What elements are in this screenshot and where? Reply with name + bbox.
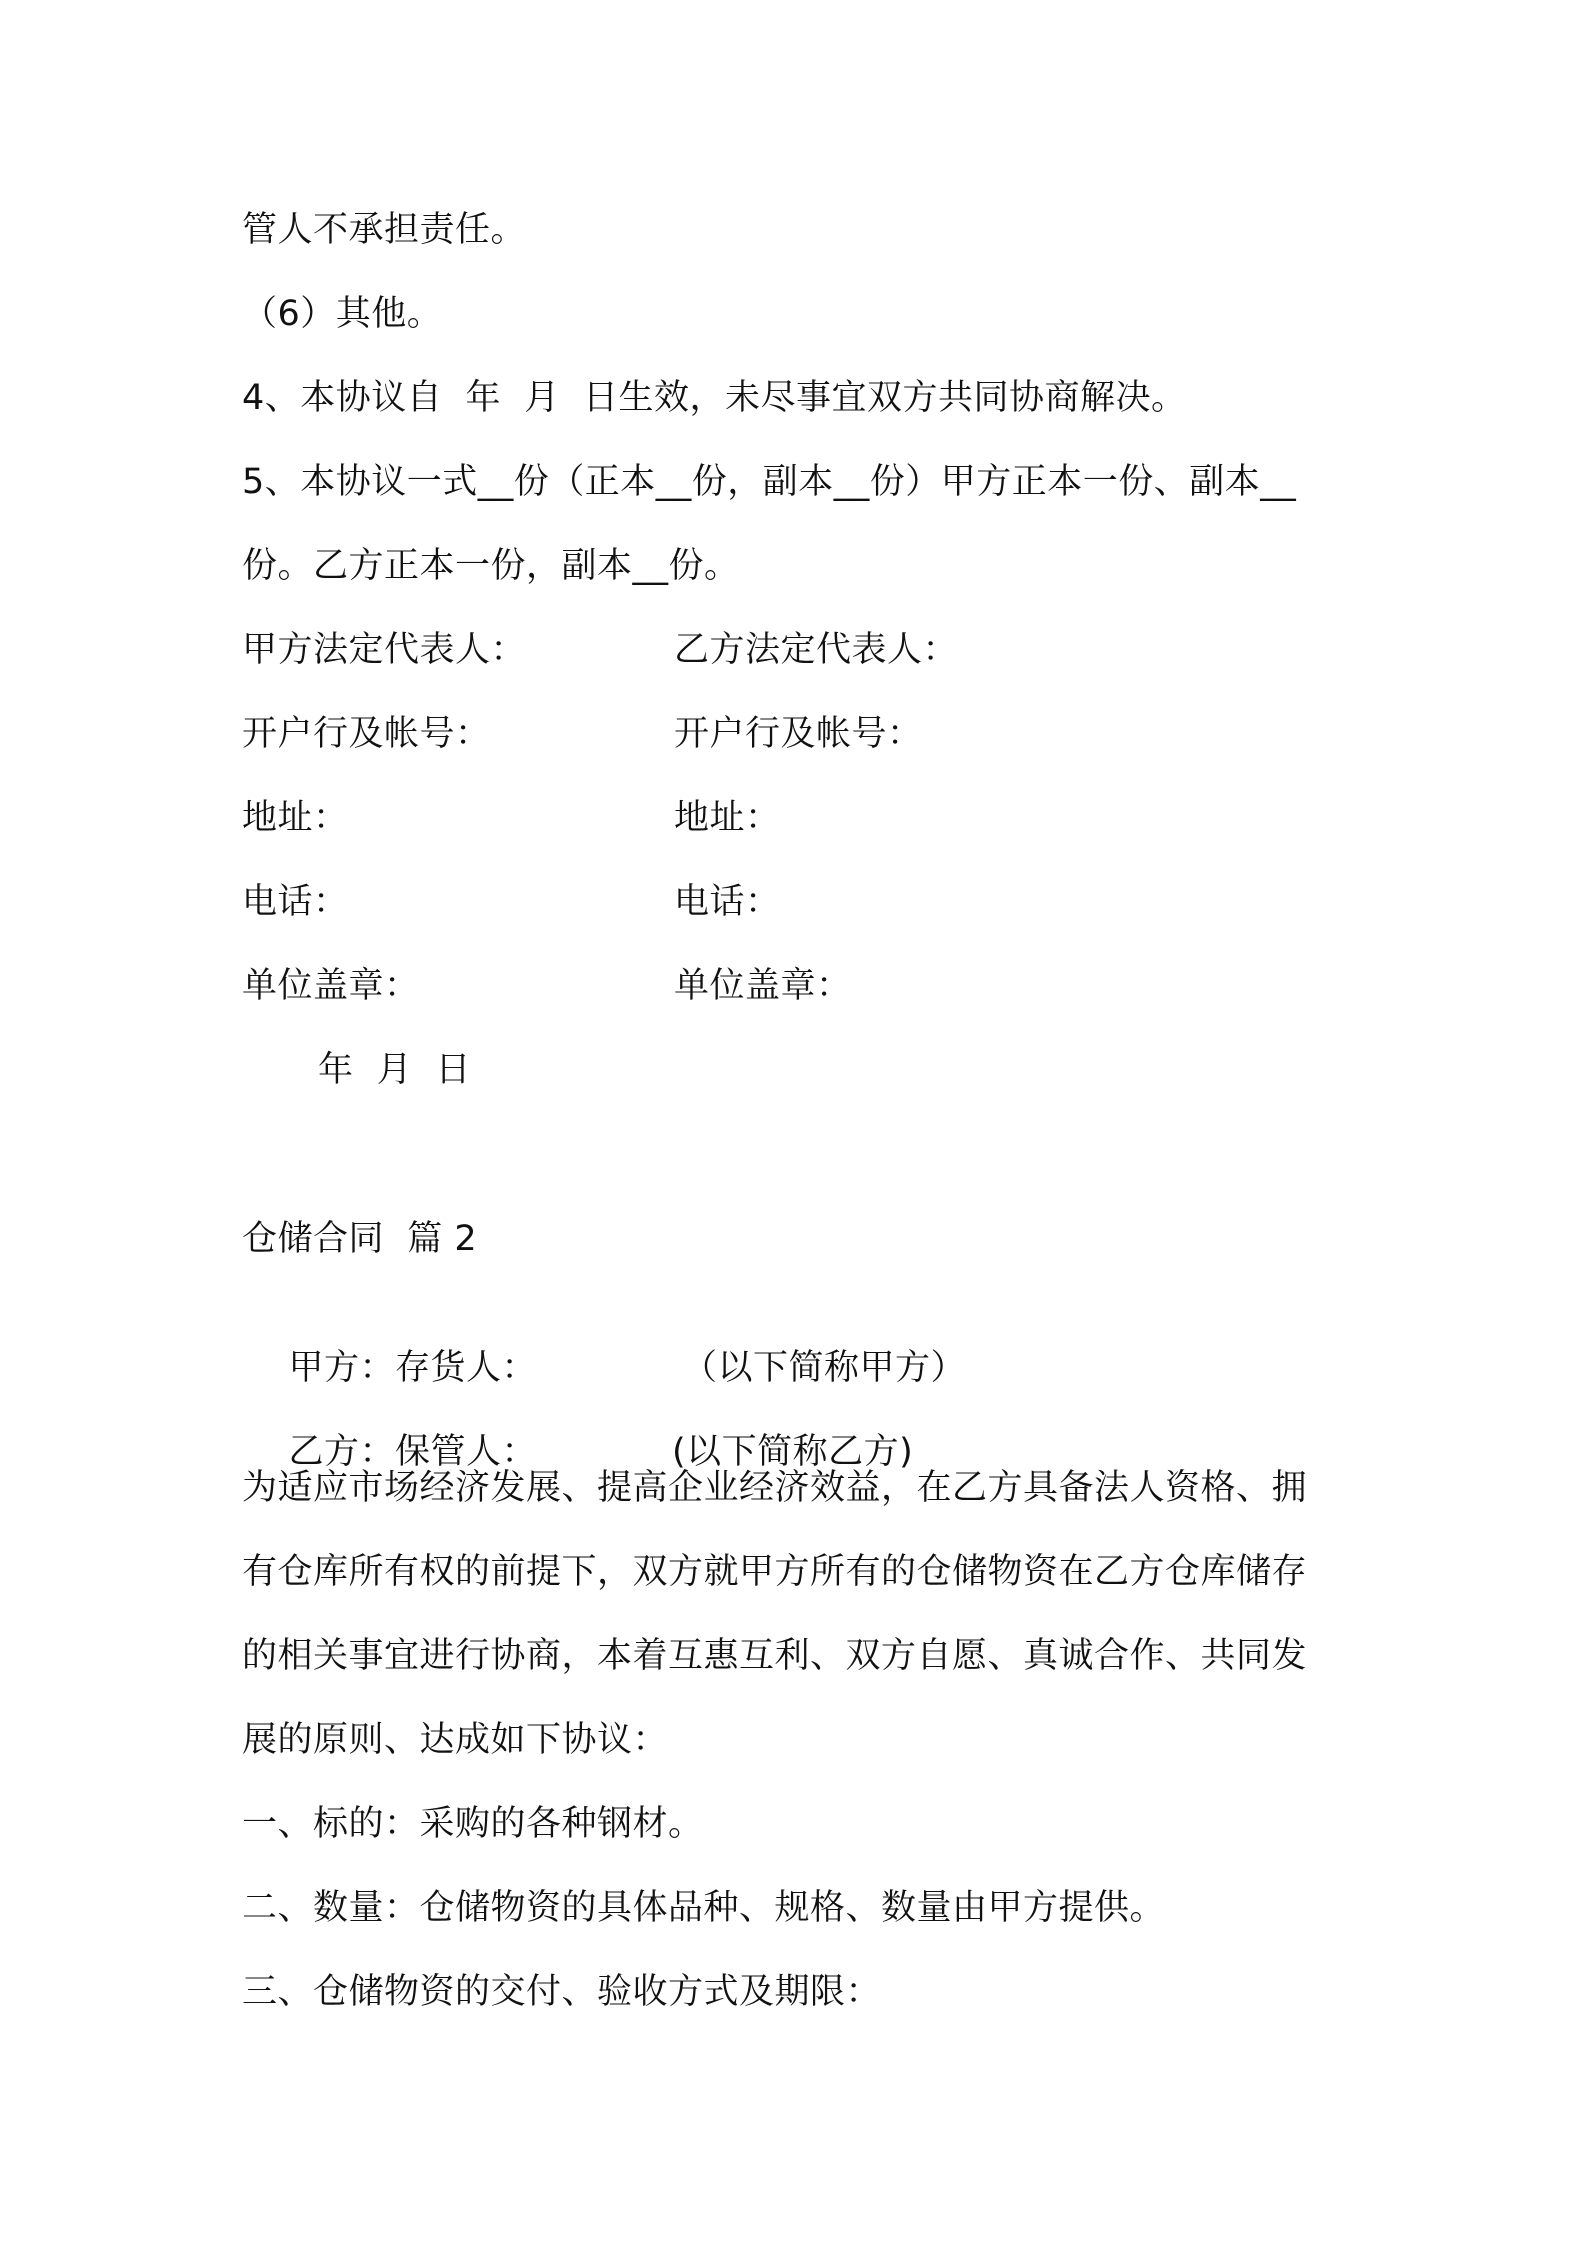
party-a-label: 甲方：存货人： xyxy=(288,1348,538,1388)
party-a-bank-label: 开户行及帐号： xyxy=(242,714,491,754)
text-line: （6）其他。 xyxy=(242,294,443,334)
paragraph-line: 为适应市场经济发展、提高企业经济效益，在乙方具备法人资格、拥 xyxy=(242,1468,1308,1508)
party-a-rep-label: 甲方法定代表人： xyxy=(242,630,527,670)
clause-item: 二、数量：仓储物资的具体品种、规格、数量由甲方提供。 xyxy=(242,1888,1166,1928)
text-line: 管人不承担责任。 xyxy=(242,210,527,250)
paragraph-line: 有仓库所有权的前提下，双方就甲方所有的仓储物资在乙方仓库储存 xyxy=(242,1552,1308,1592)
clause-item: 一、标的：采购的各种钢材。 xyxy=(242,1804,704,1844)
party-b-seal-label: 单位盖章： xyxy=(674,966,852,1006)
party-a-address-label: 地址： xyxy=(242,798,349,838)
party-b-phone-label: 电话： xyxy=(674,882,781,922)
paragraph-line: 的相关事宜进行协商，本着互惠互利、双方自愿、真诚合作、共同发 xyxy=(242,1636,1308,1676)
party-b-rep-label: 乙方法定代表人： xyxy=(674,630,959,670)
party-b-label: 乙方：保管人： xyxy=(288,1432,538,1472)
section-heading: 仓储合同 篇 2 xyxy=(242,1219,478,1259)
text-line: 份。乙方正本一份，副本__份。 xyxy=(242,546,740,586)
text-line: 4、本协议自 年 月 日生效，未尽事宜双方共同协商解决。 xyxy=(242,378,1187,418)
party-b-note: (以下简称乙方) xyxy=(672,1432,914,1472)
text-line: 5、本协议一式__份（正本__份，副本__份）甲方正本一份、副本__ xyxy=(242,462,1297,502)
clause-item: 三、仓储物资的交付、验收方式及期限： xyxy=(242,1972,882,2012)
paragraph-line: 展的原则、达成如下协议： xyxy=(242,1720,669,1760)
party-b-address-label: 地址： xyxy=(674,798,781,838)
party-b-bank-label: 开户行及帐号： xyxy=(674,714,923,754)
party-a-note: （以下简称甲方） xyxy=(682,1348,967,1388)
party-a-phone-label: 电话： xyxy=(242,882,349,922)
signature-date: 年 月 日 xyxy=(318,1050,472,1090)
party-a-seal-label: 单位盖章： xyxy=(242,966,420,1006)
